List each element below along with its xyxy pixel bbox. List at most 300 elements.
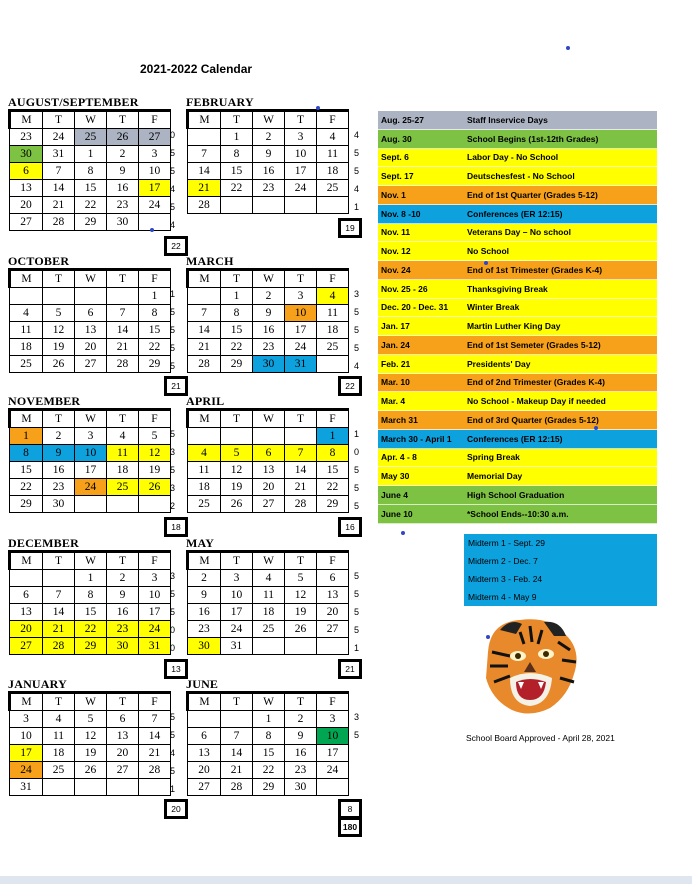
weekday-header: M <box>10 552 43 570</box>
day-cell: 12 <box>43 322 75 339</box>
week-count: 5 <box>354 307 360 317</box>
day-cell: 9 <box>285 728 317 745</box>
day-cell: 25 <box>253 621 285 638</box>
day-cell: 7 <box>139 711 171 728</box>
day-cell: 17 <box>139 604 171 621</box>
day-cell <box>107 496 139 513</box>
legend-row <box>378 205 657 224</box>
legend-row <box>378 336 657 355</box>
week-count: 3 <box>170 483 176 493</box>
marker-dot <box>594 426 598 430</box>
day-cell: 17 <box>10 745 43 762</box>
month-name: JANUARY <box>8 677 67 691</box>
weekday-header: T <box>43 111 75 129</box>
day-cell: 7 <box>221 728 253 745</box>
week-count: 4 <box>354 361 360 371</box>
day-cell <box>317 779 349 796</box>
day-cell: 9 <box>253 305 285 322</box>
weekday-header: M <box>188 270 221 288</box>
weekday-header: W <box>253 270 285 288</box>
day-cell: 26 <box>107 129 139 146</box>
week-count: 1 <box>170 289 176 299</box>
day-cell: 10 <box>10 728 43 745</box>
month-name: APRIL <box>186 394 225 408</box>
weekday-header: F <box>317 552 349 570</box>
day-cell: 17 <box>285 322 317 339</box>
tiger-mascot-icon <box>470 612 590 720</box>
day-cell: 30 <box>43 496 75 513</box>
legend-row <box>378 261 657 280</box>
day-cell <box>317 638 349 655</box>
day-cell <box>221 197 253 214</box>
day-cell: 26 <box>43 356 75 373</box>
week-count: 5 <box>170 361 176 371</box>
day-cell: 18 <box>43 745 75 762</box>
day-cell: 13 <box>317 587 349 604</box>
legend-text: Veterans Day – No school <box>467 227 571 238</box>
day-cell: 16 <box>43 462 75 479</box>
week-count: 5 <box>354 166 360 176</box>
month-table <box>8 268 171 373</box>
day-cell: 30 <box>253 356 285 373</box>
legend-text: Spring Break <box>467 452 520 463</box>
day-cell: 11 <box>43 728 75 745</box>
day-cell: 9 <box>43 445 75 462</box>
day-cell: 4 <box>10 305 43 322</box>
weekday-header: F <box>317 410 349 428</box>
day-cell: 19 <box>285 604 317 621</box>
week-count: 1 <box>354 202 360 212</box>
day-cell: 13 <box>10 180 43 197</box>
day-cell: 16 <box>253 163 285 180</box>
day-cell: 2 <box>107 570 139 587</box>
day-cell: 7 <box>43 163 75 180</box>
legend-row <box>378 467 657 486</box>
legend-date: Nov. 24 <box>381 264 411 275</box>
day-cell: 22 <box>75 621 107 638</box>
day-cell: 10 <box>285 146 317 163</box>
day-cell: 4 <box>317 288 349 305</box>
day-cell: 28 <box>188 356 221 373</box>
weekday-header: T <box>221 552 253 570</box>
legend-date: June 4 <box>381 489 408 500</box>
weekday-header: T <box>285 111 317 129</box>
week-count: 4 <box>354 184 360 194</box>
day-cell: 23 <box>188 621 221 638</box>
marker-dot <box>566 46 570 50</box>
day-cell: 8 <box>317 445 349 462</box>
day-cell: 16 <box>107 180 139 197</box>
day-cell: 6 <box>107 711 139 728</box>
legend-row <box>378 280 657 299</box>
day-cell: 8 <box>75 163 107 180</box>
weekday-header: T <box>43 410 75 428</box>
day-cell: 26 <box>221 496 253 513</box>
day-cell: 27 <box>188 779 221 796</box>
weekday-header: T <box>221 111 253 129</box>
day-cell: 2 <box>107 146 139 163</box>
day-cell: 20 <box>75 339 107 356</box>
legend-text: Presidents' Day <box>467 358 531 369</box>
legend-text: High School Graduation <box>467 489 565 500</box>
month-name: DECEMBER <box>8 536 79 550</box>
day-cell: 5 <box>75 711 107 728</box>
day-cell: 5 <box>221 445 253 462</box>
day-cell: 27 <box>317 621 349 638</box>
day-cell: 23 <box>107 621 139 638</box>
day-cell: 6 <box>188 728 221 745</box>
day-cell: 12 <box>285 587 317 604</box>
month-name: MARCH <box>186 254 234 268</box>
legend-date: May 30 <box>381 471 410 482</box>
legend-text: Memorial Day <box>467 471 523 482</box>
day-cell: 8 <box>221 146 253 163</box>
day-cell: 22 <box>10 479 43 496</box>
legend-row <box>378 317 657 336</box>
day-cell: 22 <box>139 339 171 356</box>
day-cell: 29 <box>139 356 171 373</box>
legend-date: Jan. 24 <box>381 339 410 350</box>
page-bottom-bar <box>0 876 692 884</box>
day-cell: 21 <box>139 745 171 762</box>
legend-text: End of 3rd Quarter (Grades 5-12) <box>467 414 599 425</box>
day-cell: 10 <box>75 445 107 462</box>
week-count: 3 <box>354 712 360 722</box>
week-count: 5 <box>170 465 176 475</box>
day-cell: 4 <box>107 428 139 445</box>
day-cell: 16 <box>285 745 317 762</box>
weekday-header: F <box>139 410 171 428</box>
legend-row <box>378 430 657 449</box>
week-count: 5 <box>170 325 176 335</box>
day-cell: 16 <box>188 604 221 621</box>
legend-date: Jan. 17 <box>381 321 410 332</box>
day-cell: 29 <box>75 638 107 655</box>
day-cell: 10 <box>139 587 171 604</box>
legend-row <box>378 149 657 168</box>
day-cell: 17 <box>317 745 349 762</box>
day-cell <box>253 638 285 655</box>
day-cell: 14 <box>188 322 221 339</box>
week-count: 3 <box>170 571 176 581</box>
day-cell: 29 <box>75 214 107 231</box>
week-count: 5 <box>170 607 176 617</box>
day-cell <box>139 214 171 231</box>
legend-date: Sept. 17 <box>381 171 414 182</box>
day-cell: 5 <box>285 570 317 587</box>
day-cell: 29 <box>253 779 285 796</box>
week-count: 5 <box>354 607 360 617</box>
week-count: 0 <box>170 625 176 635</box>
day-cell <box>43 288 75 305</box>
day-cell: 12 <box>139 445 171 462</box>
legend-row <box>378 186 657 205</box>
day-cell: 31 <box>43 146 75 163</box>
day-cell: 12 <box>221 462 253 479</box>
day-cell: 14 <box>221 745 253 762</box>
marker-dot <box>401 531 405 535</box>
month-table <box>8 550 171 655</box>
day-cell <box>75 779 107 796</box>
day-cell: 14 <box>43 180 75 197</box>
day-cell: 28 <box>188 197 221 214</box>
day-cell: 3 <box>285 129 317 146</box>
week-count: 5 <box>354 343 360 353</box>
month-name: FEBRUARY <box>186 95 254 109</box>
day-cell: 23 <box>43 479 75 496</box>
month-total: 19 <box>338 218 362 238</box>
weekday-header: F <box>139 111 171 129</box>
day-cell <box>188 288 221 305</box>
legend-date: Nov. 1 <box>381 189 406 200</box>
day-cell: 28 <box>107 356 139 373</box>
day-cell: 15 <box>75 180 107 197</box>
day-cell <box>285 638 317 655</box>
day-cell: 27 <box>253 496 285 513</box>
day-cell: 25 <box>188 496 221 513</box>
marker-dot <box>484 261 488 265</box>
day-cell: 1 <box>253 711 285 728</box>
month-table <box>8 691 171 796</box>
day-cell: 13 <box>75 322 107 339</box>
day-cell <box>107 288 139 305</box>
week-count: 5 <box>354 625 360 635</box>
day-cell: 25 <box>75 129 107 146</box>
week-count: 5 <box>170 307 176 317</box>
day-cell: 12 <box>75 728 107 745</box>
day-cell <box>253 197 285 214</box>
legend-row <box>378 374 657 393</box>
day-cell: 10 <box>317 728 349 745</box>
day-cell: 23 <box>253 180 285 197</box>
week-count: 1 <box>170 784 176 794</box>
legend-date: Aug. 25-27 <box>381 114 424 125</box>
week-count: 5 <box>170 712 176 722</box>
month-table <box>186 550 349 655</box>
week-count: 5 <box>354 589 360 599</box>
day-cell: 6 <box>253 445 285 462</box>
legend-row <box>378 299 657 318</box>
month-total: 20 <box>164 799 188 819</box>
day-cell <box>317 356 349 373</box>
day-cell: 6 <box>10 587 43 604</box>
legend-text: Labor Day - No School <box>467 152 559 163</box>
day-cell: 15 <box>75 604 107 621</box>
day-cell: 26 <box>139 479 171 496</box>
day-cell: 11 <box>188 462 221 479</box>
day-cell: 18 <box>10 339 43 356</box>
legend-text: End of 1st Semeter (Grades 5-12) <box>467 339 601 350</box>
day-cell: 30 <box>10 146 43 163</box>
month-total: 22 <box>338 376 362 396</box>
day-cell: 10 <box>285 305 317 322</box>
legend-row <box>378 449 657 468</box>
week-count: 5 <box>170 148 176 158</box>
day-cell: 18 <box>317 163 349 180</box>
legend-date: Nov. 8 -10 <box>381 208 421 219</box>
day-cell: 22 <box>75 197 107 214</box>
grand-total: 180 <box>338 817 362 837</box>
day-cell: 20 <box>107 745 139 762</box>
day-cell: 25 <box>317 339 349 356</box>
day-cell: 10 <box>139 163 171 180</box>
day-cell: 24 <box>75 479 107 496</box>
day-cell: 11 <box>317 146 349 163</box>
legend-date: Nov. 25 - 26 <box>381 283 428 294</box>
week-count: 4 <box>354 130 360 140</box>
day-cell: 30 <box>285 779 317 796</box>
week-count: 3 <box>170 447 176 457</box>
day-cell: 31 <box>10 779 43 796</box>
month-total: 22 <box>164 236 188 256</box>
day-cell: 8 <box>75 587 107 604</box>
month-name: JUNE <box>186 677 219 691</box>
day-cell: 4 <box>43 711 75 728</box>
day-cell: 19 <box>43 339 75 356</box>
day-cell <box>188 711 221 728</box>
approval-note: School Board Approved - April 28, 2021 <box>466 733 615 743</box>
legend-text: School Begins (1st-12th Grades) <box>467 133 599 144</box>
legend-row <box>378 167 657 186</box>
day-cell: 24 <box>43 129 75 146</box>
legend-row <box>378 111 657 130</box>
weekday-header: F <box>317 111 349 129</box>
week-count: 5 <box>170 730 176 740</box>
legend-date: Dec. 20 - Dec. 31 <box>381 302 449 313</box>
day-cell: 2 <box>188 570 221 587</box>
weekday-header: F <box>317 693 349 711</box>
weekday-header: M <box>10 111 43 129</box>
week-count: 5 <box>354 483 360 493</box>
day-cell: 2 <box>43 428 75 445</box>
day-cell: 28 <box>285 496 317 513</box>
day-cell: 18 <box>188 479 221 496</box>
day-cell: 29 <box>10 496 43 513</box>
month-name: NOVEMBER <box>8 394 81 408</box>
month-table <box>186 408 349 513</box>
day-cell: 1 <box>221 288 253 305</box>
marker-dot <box>316 106 320 110</box>
day-cell: 21 <box>43 621 75 638</box>
day-cell: 15 <box>253 745 285 762</box>
weekday-header: M <box>188 693 221 711</box>
legend-row <box>378 130 657 149</box>
legend-text: End of 1st Trimester (Grades K-4) <box>467 264 603 275</box>
midterm-item: Midterm 2 - Dec. 7 <box>468 556 538 566</box>
day-cell: 28 <box>43 638 75 655</box>
week-count: 5 <box>354 571 360 581</box>
day-cell: 7 <box>188 146 221 163</box>
day-cell <box>139 779 171 796</box>
day-cell: 4 <box>253 570 285 587</box>
legend-date: March 30 - April 1 <box>381 433 452 444</box>
day-cell: 2 <box>253 288 285 305</box>
midterm-item: Midterm 1 - Sept. 29 <box>468 538 546 548</box>
day-cell: 11 <box>10 322 43 339</box>
weekday-header: W <box>253 693 285 711</box>
page-title: 2021-2022 Calendar <box>140 62 253 76</box>
day-cell: 14 <box>43 604 75 621</box>
day-cell: 3 <box>10 711 43 728</box>
day-cell: 14 <box>285 462 317 479</box>
day-cell: 15 <box>221 322 253 339</box>
day-cell: 27 <box>75 356 107 373</box>
week-count: 2 <box>170 501 176 511</box>
month-total: 8 <box>338 799 362 819</box>
legend-date: Nov. 11 <box>381 227 411 238</box>
day-cell: 11 <box>253 587 285 604</box>
day-cell: 25 <box>107 479 139 496</box>
day-cell: 5 <box>43 305 75 322</box>
legend-date: March 31 <box>381 414 418 425</box>
legend-text: No School - Makeup Day if needed <box>467 396 606 407</box>
day-cell: 6 <box>317 570 349 587</box>
day-cell: 18 <box>253 604 285 621</box>
month-total: 16 <box>338 517 362 537</box>
day-cell: 1 <box>317 428 349 445</box>
weekday-header: W <box>75 111 107 129</box>
day-cell: 5 <box>139 428 171 445</box>
day-cell: 21 <box>188 180 221 197</box>
day-cell: 27 <box>139 129 171 146</box>
week-count: 5 <box>354 501 360 511</box>
day-cell: 8 <box>139 305 171 322</box>
day-cell: 8 <box>253 728 285 745</box>
legend-date: Nov. 12 <box>381 246 411 257</box>
day-cell: 13 <box>188 745 221 762</box>
month-total: 18 <box>164 517 188 537</box>
day-cell: 7 <box>107 305 139 322</box>
day-cell <box>221 711 253 728</box>
day-cell <box>10 288 43 305</box>
weekday-header: W <box>75 552 107 570</box>
weekday-header: T <box>221 410 253 428</box>
month-total: 13 <box>164 659 188 679</box>
day-cell <box>75 288 107 305</box>
weekday-header: W <box>75 410 107 428</box>
day-cell: 17 <box>285 163 317 180</box>
events-legend <box>378 111 657 524</box>
month-name: AUGUST/SEPTEMBER <box>8 95 139 109</box>
day-cell: 31 <box>221 638 253 655</box>
day-cell: 21 <box>188 339 221 356</box>
day-cell: 21 <box>285 479 317 496</box>
day-cell: 24 <box>285 339 317 356</box>
day-cell: 20 <box>188 762 221 779</box>
day-cell: 24 <box>317 762 349 779</box>
weekday-header: T <box>107 410 139 428</box>
legend-date: Apr. 4 - 8 <box>381 452 417 463</box>
day-cell: 22 <box>221 180 253 197</box>
month-table <box>186 109 349 214</box>
day-cell <box>317 197 349 214</box>
weekday-header: W <box>253 552 285 570</box>
day-cell <box>75 496 107 513</box>
weekday-header: T <box>107 693 139 711</box>
day-cell: 1 <box>75 146 107 163</box>
day-cell: 4 <box>317 129 349 146</box>
day-cell <box>43 779 75 796</box>
day-cell: 8 <box>221 305 253 322</box>
legend-text: Thanksgiving Break <box>467 283 548 294</box>
day-cell: 9 <box>107 163 139 180</box>
legend-row <box>378 411 657 430</box>
legend-row <box>378 242 657 261</box>
legend-text: End of 2nd Trimester (Grades K-4) <box>467 377 605 388</box>
weekday-header: T <box>43 552 75 570</box>
day-cell: 9 <box>107 587 139 604</box>
day-cell: 2 <box>253 129 285 146</box>
